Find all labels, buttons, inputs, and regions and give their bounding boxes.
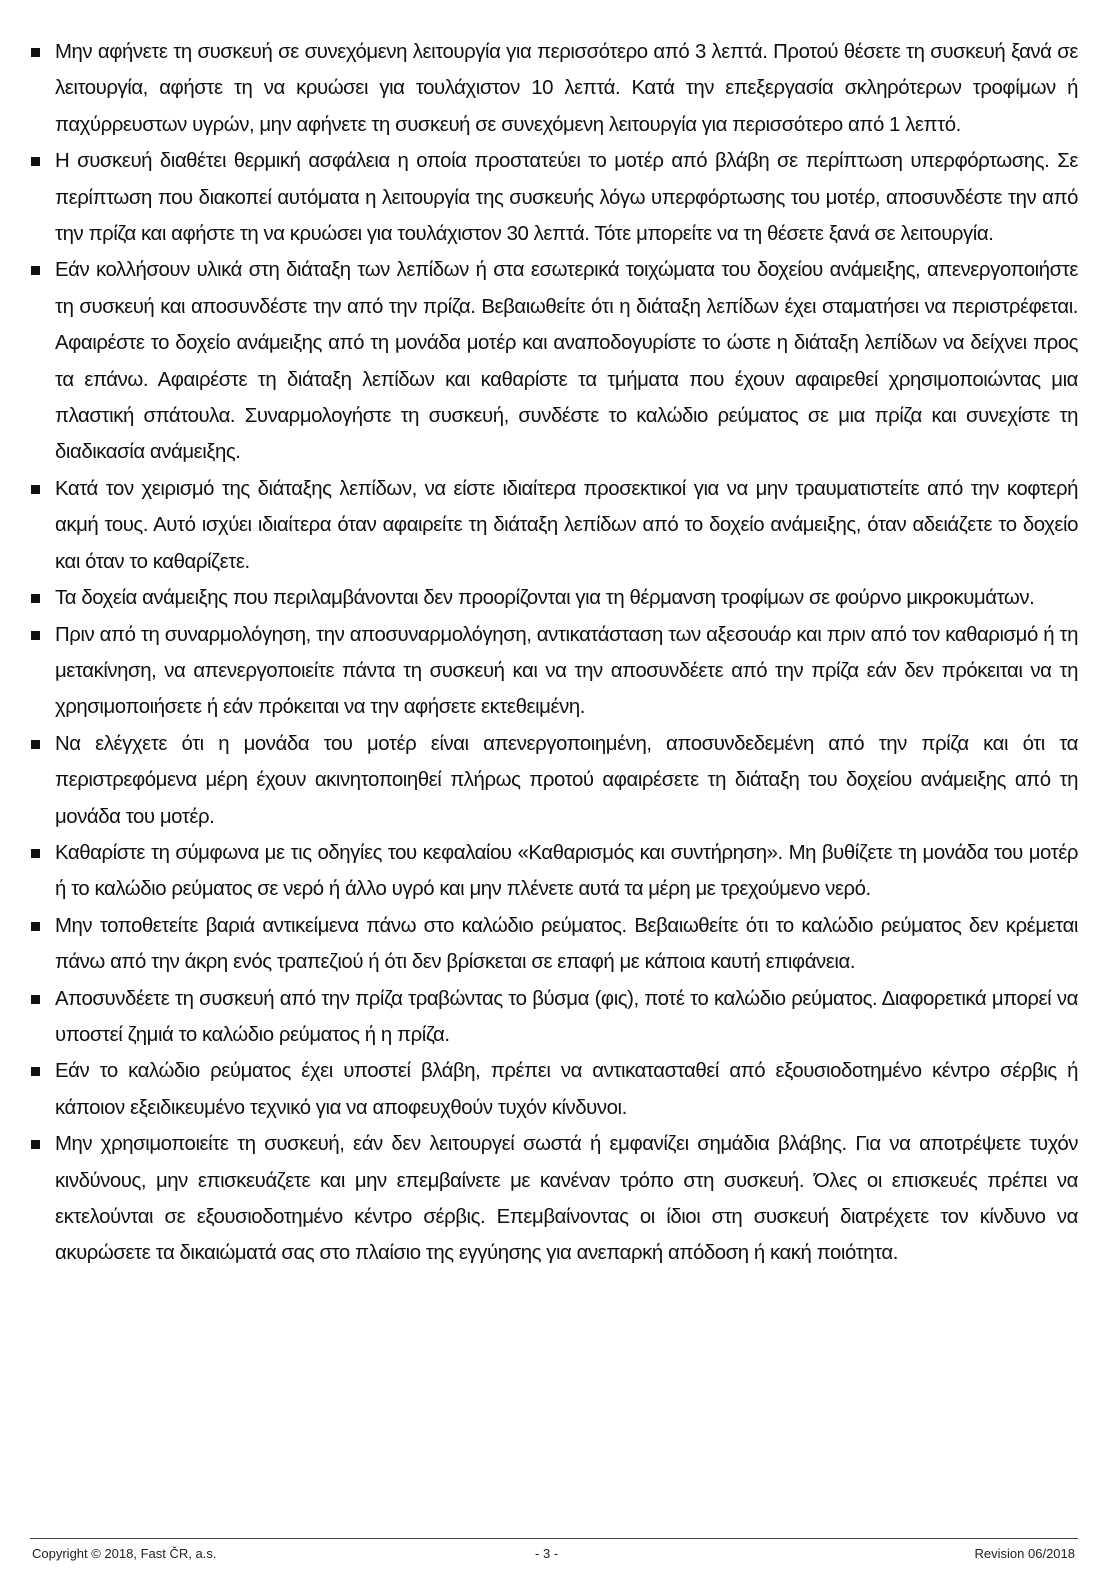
- bullet-square-icon: [31, 849, 40, 858]
- bullet-square-icon: [31, 266, 40, 275]
- list-item-text: Πριν από τη συναρμολόγηση, την αποσυναρμολόγηση, αντικατάσταση των αξεσουάρ και πριν από τον καθαρισμό ή τη μετακίνηση, να απενεργοποιείτε πάντα τη συσκευή και να την αποσυνδέετε από την πρίζα εάν δεν πρόκειται να τη χρησιμοποιήσετε ή εάν πρόκειται να την αφήσετε εκτεθειμένη.: [55, 623, 1078, 719]
- bullet-square-icon: [31, 1140, 40, 1149]
- list-item: [30, 1053, 1078, 1126]
- list-item: [30, 726, 1078, 835]
- list-item: [30, 981, 1078, 1054]
- list-item: [30, 908, 1078, 981]
- bullet-square-icon: [31, 594, 40, 603]
- list-item-text: Αποσυνδέετε τη συσκευή από την πρίζα τραβώντας το βύσμα (φις), ποτέ το καλώδιο ρεύματος. Διαφορετικά μπορεί να υποστεί ζημιά το καλώδιο ρεύματος ή η πρίζα.: [55, 987, 1078, 1046]
- footer-copyright: Copyright © 2018, Fast ČR, a.s.: [32, 1546, 217, 1561]
- list-item: [30, 617, 1078, 726]
- list-item: [30, 580, 1078, 616]
- footer-revision: Revision 06/2018: [974, 1546, 1075, 1561]
- list-item-text: Εάν κολλήσουν υλικά στη διάταξη των λεπίδων ή στα εσωτερικά τοιχώματα του δοχείου ανάμειξης, απενεργοποιήστε τη συσκευή και αποσυνδέστε την από την πρίζα. Βεβαιωθείτε ότι η διάταξη λεπίδων έχει σταματήσει να περιστρέφεται. Αφαιρέστε το δοχείο ανάμειξης από τη μονάδα μοτέρ και αναποδογυρίστε το ώστε η διάταξη λεπίδων να δείχνει προς τα επάνω. Αφαιρέστε τη διάταξη λεπίδων και καθαρίστε τα τμήματα που έχουν αφαιρεθεί χρησιμοποιώντας μια πλαστική σπάτουλα. Συναρμολογήστε τη συσκευή, συνδέστε το καλώδιο ρεύματος σε μια πρίζα και συνεχίστε τη διαδικασία ανάμειξης.: [55, 259, 1078, 464]
- list-item: [30, 835, 1078, 908]
- footer-divider: [30, 1538, 1078, 1539]
- list-item-text: Μην τοποθετείτε βαριά αντικείμενα πάνω στο καλώδιο ρεύματος. Βεβαιωθείτε ότι το καλώδιο ρεύματος δεν κρέμεται πάνω από την άκρη ενός τραπεζιού ή ότι δεν βρίσκεται σε επαφή με κάποια καυτή επιφάνεια.: [55, 914, 1078, 974]
- bullet-square-icon: [31, 157, 40, 166]
- list-item-text: Μην χρησιμοποιείτε τη συσκευή, εάν δεν λειτουργεί σωστά ή εμφανίζει σημάδια βλάβης. Για να αποτρέψετε τυχόν κινδύνους, μην επισκευάζετε και μην επεμβαίνετε με κανέναν τρόπο στη συσκευή. Όλες οι επισκευές πρέπει να εκτελούνται σε εξουσιοδοτημένο κέντρο σέρβις. Επεμβαίνοντας οι ίδιοι στη συσκευή διατρέχετε τον κίνδυνο να ακυρώσετε τα δικαιώματά σας στο πλαίσιο της εγγύησης για ανεπαρκή απόδοση ή κακή ποιότητα.: [55, 1133, 1078, 1265]
- list-item-text: Τα δοχεία ανάμειξης που περιλαμβάνονται δεν προορίζονται για τη θέρμανση τροφίμων σε φούρνο μικροκυμάτων.: [55, 587, 1035, 610]
- footer-page-number: - 3 -: [535, 1546, 559, 1561]
- list-item: [30, 252, 1078, 470]
- list-item-text: Καθαρίστε τη σύμφωνα με τις οδηγίες του κεφαλαίου «Καθαρισμός και συντήρηση». Μη βυθίζετε τη μονάδα του μοτέρ ή το καλώδιο ρεύματος σε νερό ή άλλο υγρό και μην πλένετε αυτά τα μέρη με τρεχούμενο νερό.: [55, 841, 1078, 901]
- safety-instructions-list: [30, 34, 1078, 1272]
- list-item: [30, 471, 1078, 580]
- list-item-text: Η συσκευή διαθέτει θερμική ασφάλεια η οποία προστατεύει το μοτέρ από βλάβη σε περίπτωση υπερφόρτωσης. Σε περίπτωση που διακοπεί αυτόματα η λειτουργία της συσκευής λόγω υπερφόρτωσης του μοτέρ, αποσυνδέστε την από την πρίζα και αφήστε τη να κρυώσει για τουλάχιστον 30 λεπτά. Τότε μπορείτε να τη θέσετε ξανά σε λειτουργία.: [55, 150, 1078, 246]
- bullet-square-icon: [31, 995, 40, 1004]
- list-item: [30, 143, 1078, 252]
- list-item-text: Μην αφήνετε τη συσκευή σε συνεχόμενη λειτουργία για περισσότερο από 3 λεπτά. Προτού θέσετε τη συσκευή ξανά σε λειτουργία, αφήστε τη να κρυώσει για τουλάχιστον 10 λεπτά. Κατά την επεξεργασία σκληρότερων τροφίμων ή παχύρρευστων υγρών, μην αφήνετε τη συσκευή σε συνεχόμενη λειτουργία για περισσότερο από 1 λεπτό.: [55, 41, 1078, 136]
- bullet-square-icon: [31, 485, 40, 494]
- bullet-square-icon: [31, 740, 40, 749]
- bullet-square-icon: [31, 631, 40, 640]
- list-item: [30, 1126, 1078, 1272]
- list-item-text: Κατά τον χειρισμό της διάταξης λεπίδων, να είστε ιδιαίτερα προσεκτικοί για να μην τραυματιστείτε από την κοφτερή ακμή τους. Αυτό ισχύει ιδιαίτερα όταν αφαιρείτε τη διάταξη λεπίδων από το δοχείο ανάμειξης, όταν αδειάζετε το δοχείο και όταν το καθαρίζετε.: [55, 477, 1078, 573]
- list-item-text: Να ελέγχετε ότι η μονάδα του μοτέρ είναι απενεργοποιημένη, αποσυνδεδεμένη από την πρίζα και ότι τα περιστρεφόμενα μέρη έχουν ακινητοποιηθεί πλήρως προτού αφαιρέσετε τη διάταξη του δοχείου ανάμειξης από τη μονάδα του μοτέρ.: [55, 732, 1078, 828]
- bullet-square-icon: [31, 48, 40, 57]
- bullet-square-icon: [31, 922, 40, 931]
- bullet-square-icon: [31, 1067, 40, 1076]
- list-item-text: Εάν το καλώδιο ρεύματος έχει υποστεί βλάβη, πρέπει να αντικατασταθεί από εξουσιοδοτημένο κέντρο σέρβις ή κάποιον εξειδικευμένο τεχνικό για να αποφευχθούν τυχόν κίνδυνοι.: [55, 1060, 1078, 1119]
- list-item: [30, 34, 1078, 143]
